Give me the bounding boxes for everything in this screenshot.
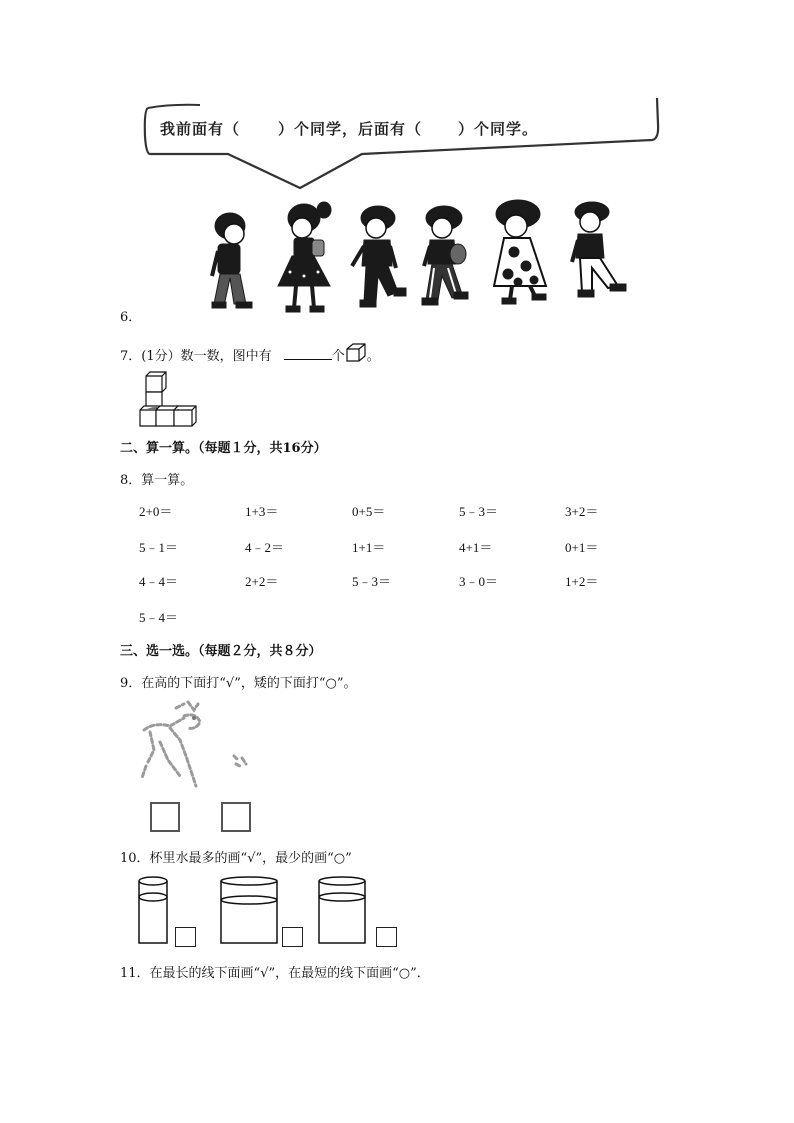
calc-item: 5﹣3＝ xyxy=(352,574,392,589)
child-1 xyxy=(212,213,252,308)
calc-item: 5﹣3＝ xyxy=(459,504,499,519)
q7-line xyxy=(120,343,380,364)
cup-3 xyxy=(316,875,368,947)
q7-period: 。 xyxy=(366,349,380,364)
q11-text: 11．在最长的线下面画“√”，在最短的线下面画“○”． xyxy=(120,966,430,981)
calc-item: 5﹣4＝ xyxy=(139,610,179,625)
calc-item: 0+1＝ xyxy=(565,540,599,555)
cup-2 xyxy=(218,875,280,947)
cube-icon xyxy=(345,343,367,363)
deer-illustration xyxy=(140,700,250,790)
calc-item: 3+2＝ xyxy=(565,504,599,519)
child-5 xyxy=(494,200,546,304)
child-6 xyxy=(572,202,626,297)
section-3-title: 三、选一选。（每题２分，共８分） xyxy=(120,644,322,659)
child-3 xyxy=(352,206,406,307)
q10-text: 10．杯里水最多的画“√”，最少的画“○” xyxy=(120,851,352,866)
stacked-cubes-figure xyxy=(138,370,200,428)
tall-answer-box[interactable] xyxy=(150,802,180,832)
calc-item: 4﹣2＝ xyxy=(245,540,285,555)
calc-item: 1+1＝ xyxy=(352,540,386,555)
q7-text: 7．(1分）数一数，图中有 xyxy=(120,349,272,364)
calc-item: 4﹣4＝ xyxy=(139,574,179,589)
cup-2-answer-box[interactable] xyxy=(282,927,303,947)
calc-item: 3﹣0＝ xyxy=(459,574,499,589)
cup-1-answer-box[interactable] xyxy=(175,927,196,947)
short-answer-box[interactable] xyxy=(221,802,251,832)
bubble-text-left: 我前面有（ xyxy=(160,120,241,138)
section-2-title: 二、算一算。（每题１分，共16分） xyxy=(120,441,327,456)
cup-1 xyxy=(136,875,170,947)
calc-item: 5﹣1＝ xyxy=(139,540,179,555)
q8-title: 8．算一算。 xyxy=(120,473,194,488)
calc-item: 1+2＝ xyxy=(565,574,599,589)
cup-3-answer-box[interactable] xyxy=(376,927,397,947)
children-line-illustration xyxy=(200,196,640,320)
speech-bubble xyxy=(140,96,665,194)
child-2 xyxy=(278,202,331,312)
calc-item: 2+2＝ xyxy=(245,574,279,589)
bubble-text-middle: ）个同学，后面有（ xyxy=(278,120,423,138)
q6-number: 6． xyxy=(120,310,142,325)
bubble-text-right: ）个同学。 xyxy=(458,120,539,138)
q7-unit: 个 xyxy=(331,349,345,364)
calc-item: 2+0＝ xyxy=(139,504,173,519)
calc-item: 1+3＝ xyxy=(245,504,279,519)
calc-item: 4+1＝ xyxy=(459,540,493,555)
calc-item: 0+5＝ xyxy=(352,504,386,519)
q7-answer-blank[interactable] xyxy=(284,349,332,360)
q9-text: 9．在高的下面打“√”，矮的下面打“○”。 xyxy=(120,676,357,691)
child-4 xyxy=(422,206,468,305)
